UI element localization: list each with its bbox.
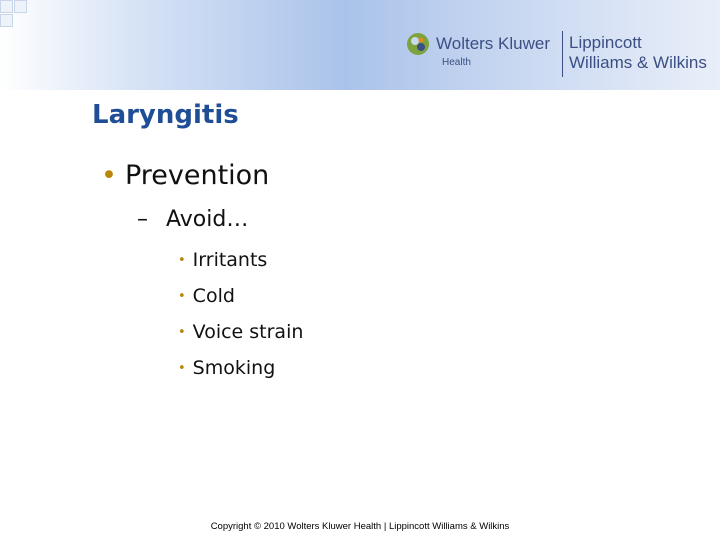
bullet-icon: • [178, 289, 186, 304]
list-item-irritants [178, 249, 267, 271]
list-item-voice-strain [178, 321, 303, 343]
list-item-smoking [178, 357, 275, 379]
bullet-icon: • [178, 253, 186, 268]
list-item-text: Irritants [192, 249, 268, 271]
bullet-icon: • [101, 160, 117, 191]
logo-divider [562, 31, 563, 77]
logo-williams-wilkins-text: Williams & Wilkins [569, 53, 707, 72]
list-item-text: Cold [192, 285, 235, 307]
logo-health-text: Health [442, 57, 471, 68]
bullet-text: Avoid… [166, 207, 249, 232]
logo-lippincott-text: Lippincott [569, 33, 642, 52]
bullet-icon: • [178, 361, 186, 376]
header-band [0, 0, 720, 90]
copyright-footer: Copyright © 2010 Wolters Kluwer Health | Lippincott Williams & Wilkins [210, 521, 510, 532]
list-item-cold [178, 285, 235, 307]
list-item-text: Smoking [192, 357, 276, 379]
list-item-text: Voice strain [192, 321, 304, 343]
bullet-level1-prevention [101, 160, 269, 191]
lww-logo [569, 33, 707, 73]
dash-icon: – [137, 207, 148, 232]
bullet-text: Prevention [124, 160, 270, 191]
slide-title: Laryngitis [92, 100, 239, 130]
logo-wolters-kluwer-text: Wolters Kluwer [436, 34, 550, 53]
bullet-level2-avoid [137, 207, 248, 232]
wolters-kluwer-logo [406, 30, 566, 70]
globe-logo-icon [406, 32, 430, 56]
bullet-icon: • [178, 325, 186, 340]
